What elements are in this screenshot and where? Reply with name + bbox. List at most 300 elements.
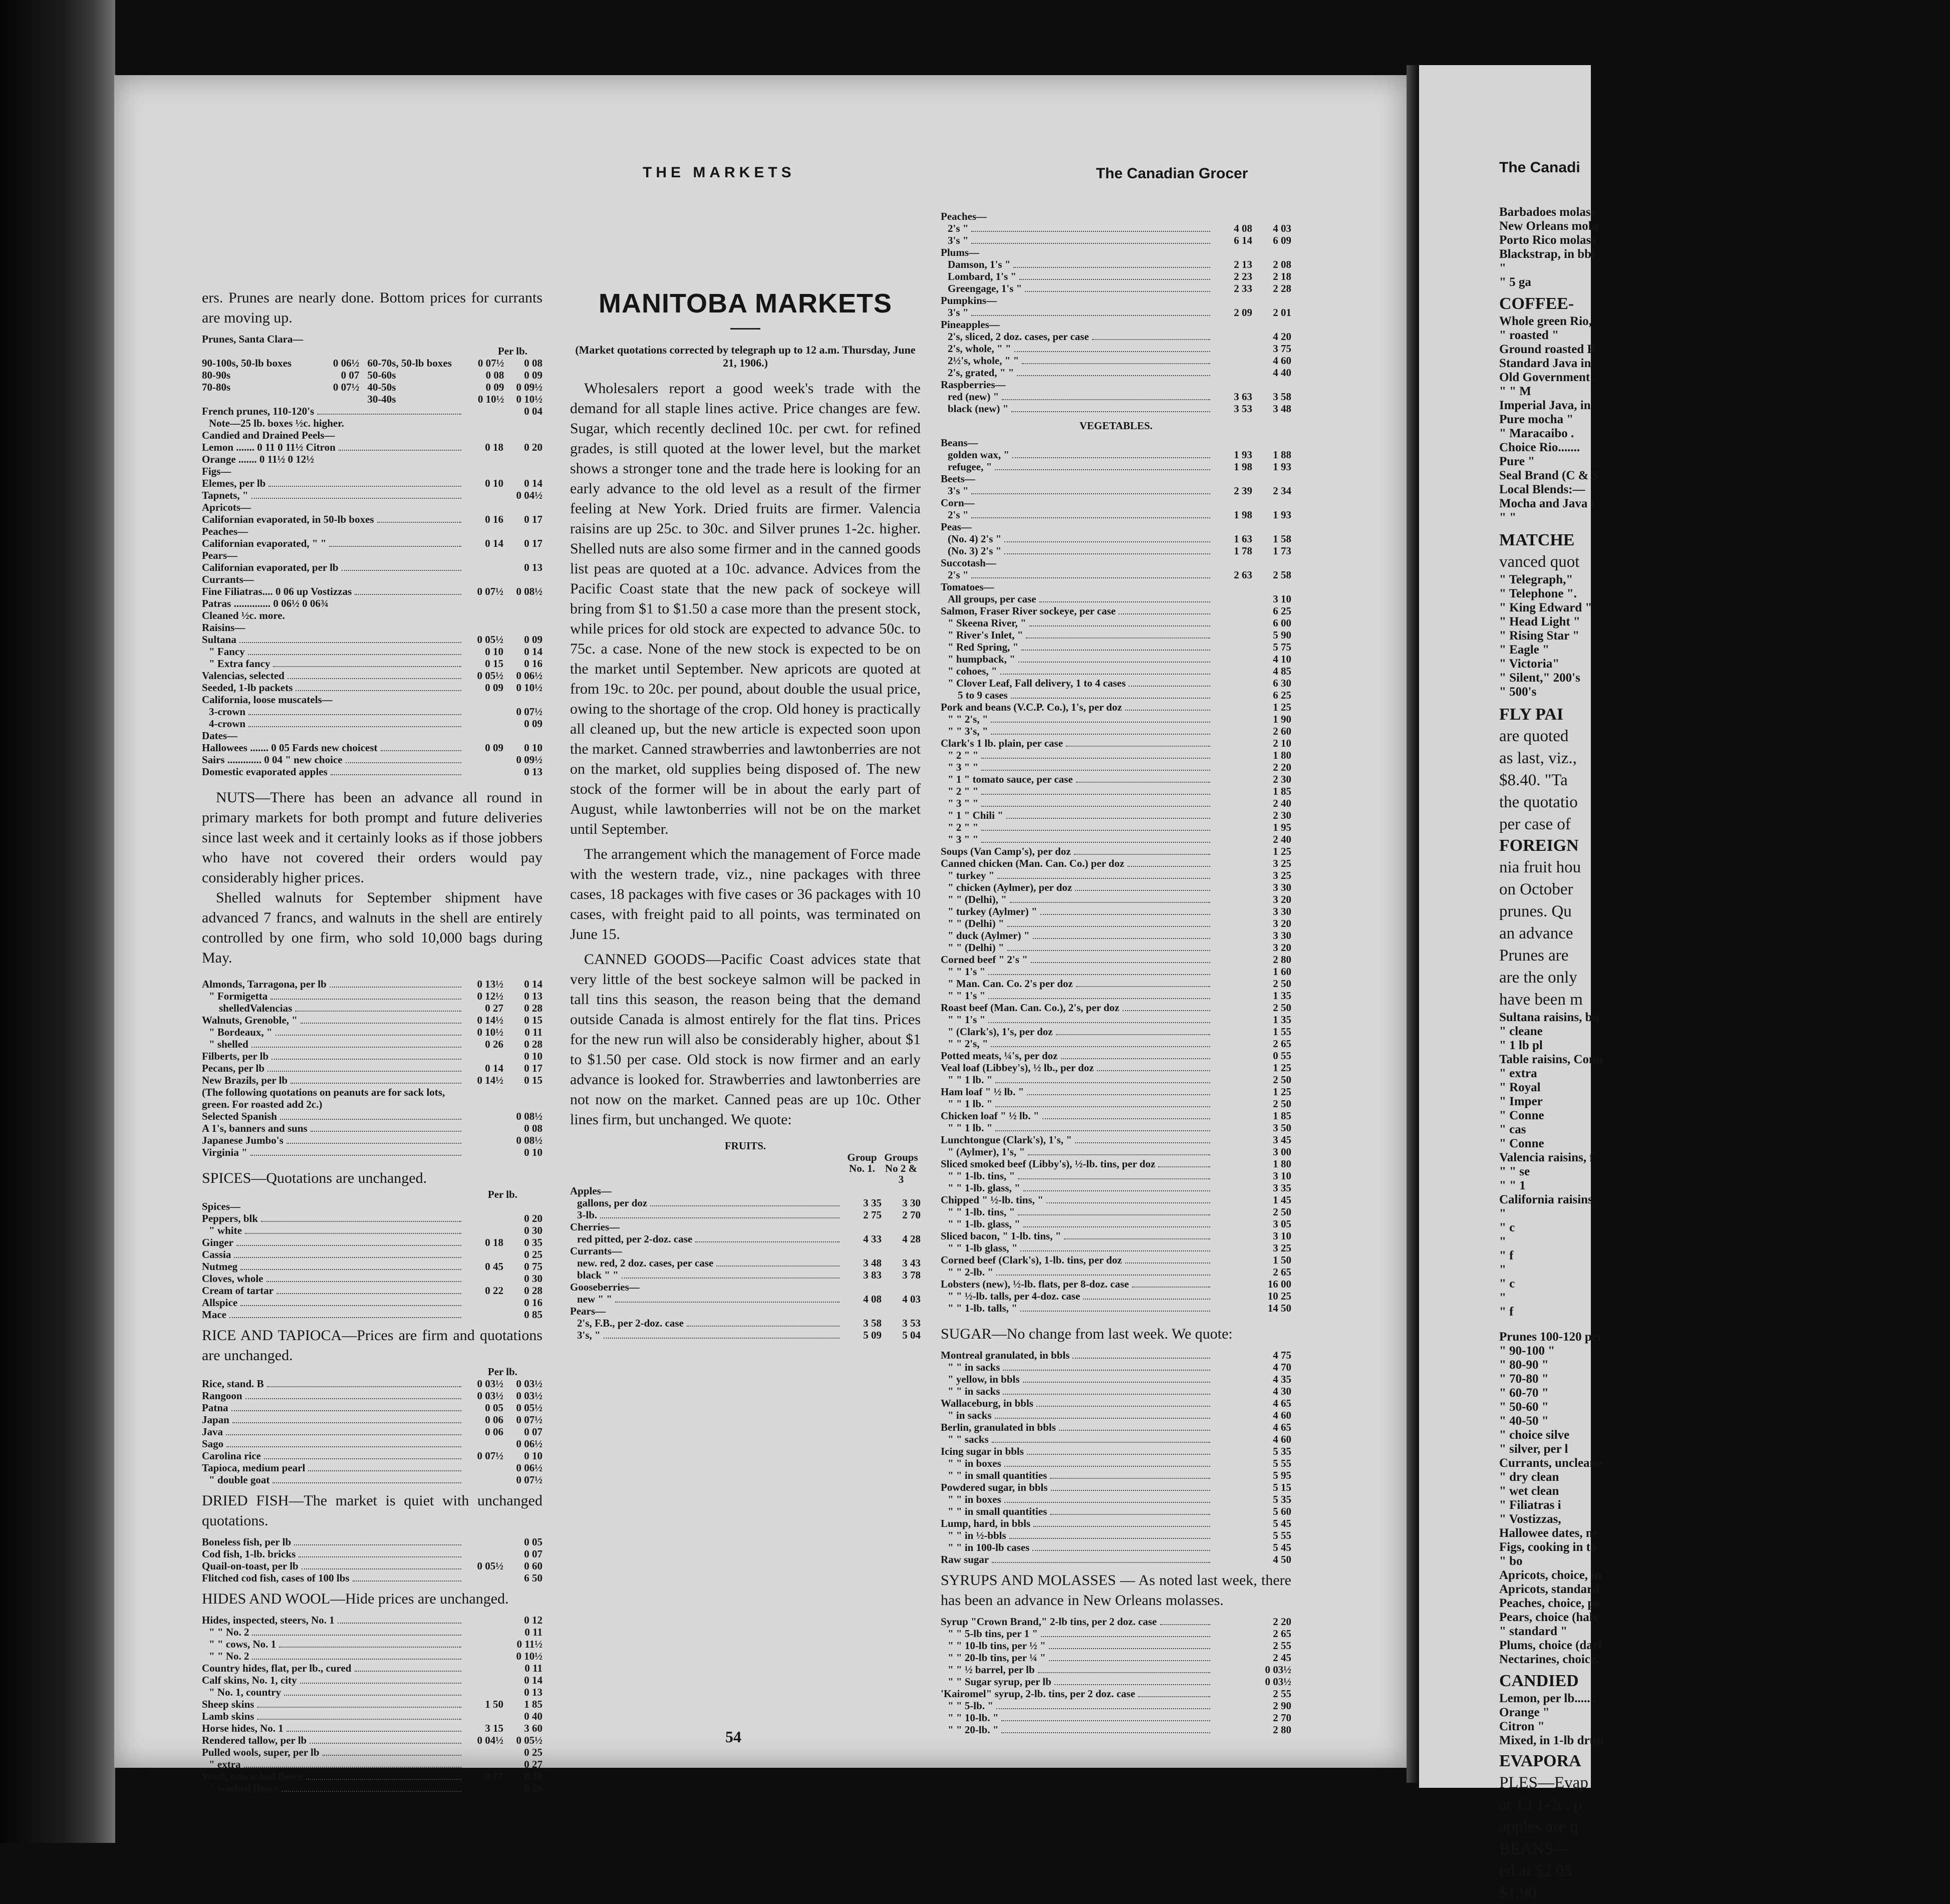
price-row-label: " 3 " ": [948, 761, 979, 773]
price-row-label: (No. 3) 2's ": [948, 545, 1002, 557]
leader-dots: [1039, 601, 1210, 602]
leader-dots: [1046, 1202, 1210, 1203]
facing-line: Peaches, choice, pe: [1499, 1597, 1600, 1610]
price-row: [202, 1086, 542, 1110]
hides-table: [202, 1614, 542, 1794]
price-row-label: " " 20-lb. ": [948, 1724, 999, 1736]
price-row: [202, 1614, 542, 1626]
price-row-label: 3's ": [948, 234, 969, 246]
facing-line: $1.90.: [1499, 1884, 1541, 1902]
prunes-cell: 0 07½: [477, 357, 504, 369]
price-row-label: " " in boxes: [948, 1457, 1001, 1469]
price-high: 2 60: [1273, 725, 1291, 737]
price-row-label: Sairs ............. 0 04 " new choice: [202, 754, 343, 766]
leader-dots: [995, 1106, 1210, 1107]
price-low: 2 23: [1234, 270, 1252, 282]
fly-pads-heading: FLY PAI: [1499, 705, 1564, 724]
price-high: 5 45: [1273, 1517, 1291, 1529]
price-row: [941, 1505, 1291, 1517]
facing-line: Pure mocha ": [1499, 413, 1574, 426]
matches-list: [1499, 573, 1950, 699]
price-row-label: golden wax, ": [948, 449, 1010, 461]
candied-list: [1499, 1692, 1950, 1748]
leader-dots: [981, 842, 1210, 843]
price-row: [941, 978, 1291, 990]
leader-dots: [971, 517, 1210, 518]
price-row: [941, 641, 1291, 653]
price-row-label: " Bordeaux, ": [209, 1026, 272, 1038]
price-row: [941, 1038, 1291, 1050]
price-row-label: Tomatoes—: [941, 581, 994, 593]
leader-dots: [1076, 782, 1210, 783]
price-row-label: Sago: [202, 1438, 224, 1450]
leader-dots: [1012, 457, 1210, 458]
price-row: [941, 1218, 1291, 1230]
manitoba-para-2: The arrangement which the management of Force made with the western trade, viz., nine packages with three cases, 18 packages with five cases or 36 packages with 10 cases, with freight paid to all points, was terminated on June 15.: [570, 846, 921, 942]
leader-dots: [1009, 1538, 1210, 1539]
price-row-label: Clark's 1 lb. plain, per case: [941, 737, 1063, 749]
price-row: [941, 869, 1291, 881]
price-low: 3 48: [863, 1257, 882, 1269]
price-row: [941, 1457, 1291, 1469]
facing-line: Table raisins, Conn: [1499, 1053, 1603, 1066]
leader-dots: [1006, 818, 1210, 819]
price-row: [202, 585, 542, 597]
price-high: 2 30: [1273, 809, 1291, 821]
leader-dots: [234, 1257, 461, 1258]
price-row: [202, 1248, 542, 1260]
price-high: 0 35: [524, 1236, 542, 1248]
price-row: [202, 1200, 542, 1212]
price-high: 1 25: [1273, 1086, 1291, 1098]
price-row: [202, 1402, 542, 1414]
price-high: 1 60: [1273, 966, 1291, 978]
facing-line: " c: [1499, 1277, 1515, 1291]
price-row: [941, 689, 1291, 701]
price-row-label: " " 1 lb. ": [948, 1098, 993, 1110]
facing-line: Lemon, per lb.......: [1499, 1692, 1596, 1705]
price-high: 2 50: [1273, 1002, 1291, 1014]
price-high: 4 50: [1273, 1553, 1291, 1565]
facing-line: " Victoria": [1499, 657, 1560, 671]
title-rule: [730, 328, 760, 330]
facing-line: " 500's: [1499, 685, 1537, 699]
price-row-label: red (new) ": [948, 391, 999, 403]
price-row-label: gallons, per doz: [577, 1197, 648, 1209]
price-high: 2 34: [1273, 485, 1291, 497]
price-row-label: " " in small quantities: [948, 1505, 1047, 1517]
price-high: 3 53: [902, 1317, 921, 1329]
leader-dots: [1020, 1250, 1210, 1251]
price-row: [941, 1098, 1291, 1110]
price-row-label: All groups, per case: [948, 593, 1036, 605]
price-row: [941, 1553, 1291, 1565]
facing-line: nia fruit hou: [1499, 858, 1581, 876]
price-row-label: " (Aylmer), 1's, ": [948, 1146, 1025, 1158]
price-row: [941, 701, 1291, 713]
rice-table: [202, 1378, 542, 1486]
prunes-cell: 40-50s: [367, 381, 396, 393]
leader-dots: [339, 450, 461, 451]
price-row-label: California, loose muscatels—: [202, 694, 333, 706]
price-row-label: Damson, 1's ": [948, 258, 1011, 270]
leader-dots: [284, 1695, 461, 1696]
price-high: 4 70: [1273, 1361, 1291, 1373]
price-row-label: 2's, whole, " ": [948, 343, 1011, 355]
group-2-header: Groups No 2 & 3: [884, 1151, 918, 1185]
price-low: 0 10: [485, 646, 503, 658]
leader-dots: [995, 1130, 1210, 1131]
price-high: 0 03½: [516, 1378, 542, 1390]
price-row-label: Domestic evaporated apples: [202, 766, 328, 778]
price-high: 0 28: [524, 1285, 542, 1297]
price-row-label: 2's, F.B., per 2-doz. case: [577, 1317, 684, 1329]
price-high: 3 50: [1273, 1122, 1291, 1134]
price-row: [202, 1638, 542, 1650]
price-low: 3 83: [863, 1269, 882, 1281]
prunes-cell: 50-60s: [367, 369, 396, 381]
vegetables-table: [941, 437, 1291, 1314]
hides-heading: HIDES AND WOOL—Hide prices are unchanged.: [202, 1591, 509, 1607]
price-row-label: " " (Delhi), ": [948, 893, 1007, 905]
price-row: [941, 1002, 1291, 1014]
price-row-label: Canned chicken (Man. Can. Co.) per doz: [941, 857, 1125, 869]
price-high: 14 50: [1267, 1302, 1291, 1314]
price-row-label: Apricots—: [202, 501, 251, 513]
price-row: [941, 761, 1291, 773]
column-3: [941, 210, 1291, 1736]
leader-dots: [1038, 1672, 1210, 1673]
price-row-label: Salmon, Fraser River sockeye, per case: [941, 605, 1116, 617]
price-row-label: Pineapples—: [941, 319, 1000, 331]
price-low: 2 63: [1234, 569, 1252, 581]
leader-dots: [267, 1386, 461, 1387]
price-row: [941, 665, 1291, 677]
facing-line: ": [1499, 1291, 1506, 1305]
leader-dots: [988, 998, 1210, 999]
price-row: [202, 766, 542, 778]
price-row: [570, 1233, 921, 1245]
price-low: 0 16: [485, 513, 503, 525]
price-row: [202, 477, 542, 489]
price-low: 2 39: [1234, 485, 1252, 497]
leader-dots: [1033, 938, 1211, 939]
price-row: [941, 234, 1291, 246]
rice-per-lb: Per lb.: [487, 1366, 517, 1378]
prunes-list: [1499, 1330, 1950, 1667]
price-high: 0 05: [524, 1536, 542, 1548]
leader-dots: [245, 1398, 461, 1399]
price-high: 2 08: [1273, 258, 1291, 270]
price-row-label: " humpback, ": [948, 653, 1015, 665]
price-row-label: Filberts, per lb: [202, 1050, 269, 1062]
leader-dots: [291, 1083, 461, 1084]
price-low: 0 05½: [477, 670, 503, 682]
facing-line: " dry clean: [1499, 1470, 1559, 1484]
price-high: 3 78: [902, 1269, 921, 1281]
nuts-paragraph: NUTS—There has been an advance all round in primary markets for both prompt and future deliveries since last week and it certainly looks as if those jobbers who have not covered their orders would pay considerably higher prices.: [202, 789, 542, 886]
leader-dots: [1002, 399, 1210, 400]
facing-line: " cleane: [1499, 1025, 1543, 1038]
price-high: 0 25: [524, 1248, 542, 1260]
price-row: [941, 557, 1291, 569]
leader-dots: [1138, 1696, 1210, 1697]
price-row-label: Powdered sugar, in bbls: [941, 1481, 1048, 1493]
price-row: [202, 1074, 542, 1086]
leader-dots: [1050, 1478, 1210, 1479]
price-high: 0 08½: [516, 1134, 542, 1146]
price-high: 0 09: [524, 718, 542, 730]
sugar-table: [941, 1349, 1291, 1565]
price-row-label: shelledValencias: [219, 1002, 293, 1014]
price-row: [941, 461, 1291, 473]
prunes-cell: 80-90s: [202, 369, 231, 381]
price-row: [941, 391, 1291, 403]
price-high: 1 25: [1273, 845, 1291, 857]
leader-dots: [300, 1683, 461, 1684]
price-row-label: " turkey ": [948, 869, 995, 881]
leader-dots: [981, 794, 1210, 795]
leader-dots: [251, 498, 461, 499]
prunes-row: [202, 381, 542, 393]
price-row-label: Wallaceburg, in bbls: [941, 1397, 1033, 1409]
price-low: 1 78: [1234, 545, 1252, 557]
price-high: 1 85: [1273, 785, 1291, 797]
price-row-label: Allspice: [202, 1297, 238, 1309]
price-row-label: Hallowees ....... 0 05 Fards new choicest: [202, 742, 378, 754]
price-row-label: Soups (Van Camp's), per doz: [941, 845, 1071, 857]
price-row-label: Quail-on-toast, per lb: [202, 1560, 299, 1572]
coffee-list: [1499, 314, 1950, 525]
price-row: [202, 1038, 542, 1050]
manitoba-markets-title: MANITOBA MARKETS: [599, 288, 892, 319]
leader-dots: [310, 1743, 461, 1744]
leader-dots: [1013, 267, 1210, 268]
price-row: [570, 1197, 921, 1209]
price-high: 3 25: [1273, 1242, 1291, 1254]
facing-line: Barbadoes molass: [1499, 205, 1596, 219]
price-row-label: " chicken (Aylmer), per doz: [948, 881, 1072, 893]
price-row: [202, 1134, 542, 1146]
price-row-label: " " 1-lb glass, ": [948, 1242, 1018, 1254]
price-row-label: " in sacks: [948, 1409, 992, 1421]
leader-dots: [317, 414, 461, 415]
price-row-label: Potted meats, ¼'s, per doz: [941, 1050, 1058, 1062]
price-row: [941, 1421, 1291, 1433]
leader-dots: [1028, 1154, 1210, 1155]
price-low: 1 93: [1234, 449, 1252, 461]
price-row: [570, 1221, 921, 1233]
price-row: [941, 294, 1291, 306]
price-high: 2 65: [1273, 1038, 1291, 1050]
price-row: [570, 1293, 921, 1305]
price-high: 0 16: [524, 658, 542, 670]
price-row: [202, 694, 542, 706]
facing-line: " 1 lb pl: [1499, 1039, 1543, 1052]
leader-dots: [266, 1281, 462, 1282]
price-row-label: Virginia ": [202, 1146, 247, 1158]
price-row: [941, 1266, 1291, 1278]
leader-dots: [991, 734, 1210, 735]
leader-dots: [294, 1544, 461, 1545]
price-row-label: Spices—: [202, 1200, 241, 1212]
price-high: 0 13: [524, 1686, 542, 1698]
price-row-label: " Fancy: [209, 646, 245, 658]
price-high: 0 10: [524, 1450, 542, 1462]
leader-dots: [1041, 1636, 1210, 1637]
price-row: [941, 881, 1291, 893]
price-row: [941, 222, 1291, 234]
price-low: 0 18: [485, 441, 503, 453]
leader-dots: [331, 774, 461, 775]
price-row-label: " " ½ barrel, per lb: [948, 1664, 1035, 1676]
price-row: [941, 449, 1291, 461]
price-row: [941, 437, 1291, 449]
fly-pads-text: [1499, 725, 1950, 835]
price-row-label: " " 1's ": [948, 966, 986, 978]
price-high: 0 06½: [516, 1462, 542, 1474]
price-row: [202, 670, 542, 682]
price-high: 1 58: [1273, 533, 1291, 545]
price-row-label: " " cows, No. 1: [209, 1638, 276, 1650]
leader-dots: [1158, 1166, 1210, 1167]
price-row-label: Peaches—: [941, 210, 987, 222]
price-high: 1 25: [1273, 701, 1291, 713]
price-row-label: Wool, unwashed fleece: [202, 1770, 304, 1782]
leader-dots: [600, 1217, 840, 1218]
price-high: 0 08: [524, 1122, 542, 1134]
price-row-label: " " 1's ": [948, 990, 986, 1002]
price-high: 0 08½: [516, 585, 542, 597]
price-row-label: Californian evaporated, per lb: [202, 561, 339, 573]
leader-dots: [1010, 902, 1210, 903]
price-row: [941, 355, 1291, 367]
syrups-heading: SYRUPS AND MOLASSES — As noted last week, there has been an advance in New Orleans molasses.: [941, 1572, 1291, 1609]
price-low: 3 35: [863, 1197, 882, 1209]
price-row-label: 2's ": [948, 569, 969, 581]
price-high: 0 07: [524, 1548, 542, 1560]
price-row-label: Montreal granulated, in bbls: [941, 1349, 1070, 1361]
price-row: [202, 718, 542, 730]
price-low: 0 09: [485, 742, 503, 754]
price-high: 5 04: [902, 1329, 921, 1341]
facing-line: Sultana raisins, bu: [1499, 1011, 1599, 1024]
leader-dots: [716, 1265, 840, 1266]
price-row-label: Dates—: [202, 730, 238, 742]
price-high: 0 85: [524, 1309, 542, 1321]
price-high: 4 65: [1273, 1397, 1291, 1409]
facing-line: as last, viz.,: [1499, 749, 1577, 767]
price-row: [941, 545, 1291, 557]
price-row-label: Gooseberries—: [570, 1281, 640, 1293]
price-row: [202, 1662, 542, 1674]
price-row-label: " " 5-lb tins, per 1 ": [948, 1628, 1038, 1640]
price-high: 2 01: [1273, 306, 1291, 319]
price-row: [941, 485, 1291, 497]
leader-dots: [248, 654, 461, 655]
leader-dots: [267, 1071, 461, 1072]
facing-line: Imperial Java, in: [1499, 399, 1591, 412]
leader-dots: [231, 1410, 462, 1411]
price-high: 0 11½: [516, 1638, 542, 1650]
facing-line: " " M: [1499, 385, 1531, 398]
price-row: [202, 633, 542, 646]
price-row: [570, 1329, 921, 1341]
facing-line: " 80-90 ": [1499, 1358, 1549, 1372]
leader-dots: [1032, 1550, 1210, 1551]
prunes-cell: 60-70s, 50-lb boxes: [367, 357, 452, 369]
prunes-cell: 0 06½: [333, 357, 360, 369]
leader-dots: [1049, 1648, 1210, 1649]
price-row: [941, 1349, 1291, 1361]
price-row: [202, 1026, 542, 1038]
price-row: [202, 1426, 542, 1438]
price-row: [202, 1572, 542, 1584]
leader-dots: [239, 642, 461, 643]
price-row: [941, 713, 1291, 725]
leader-dots: [1064, 1238, 1210, 1239]
price-row: [941, 1541, 1291, 1553]
sugar-heading: SUGAR—No change from last week. We quote:: [941, 1326, 1233, 1342]
price-row: [202, 1050, 542, 1062]
price-high: 0 09: [524, 633, 542, 646]
price-row: [570, 1269, 921, 1281]
price-high: 0 12: [524, 1614, 542, 1626]
facing-line: Ground roasted R: [1499, 343, 1596, 356]
leader-dots: [687, 1326, 840, 1327]
leader-dots: [240, 1269, 461, 1270]
facing-line: " Telegraph,": [1499, 573, 1573, 586]
price-row-label: " 2 " ": [948, 785, 979, 797]
price-row-label: Pumpkins—: [941, 294, 997, 306]
price-high: 1 73: [1273, 545, 1291, 557]
price-high: 0 75: [524, 1260, 542, 1273]
price-high: 5 55: [1273, 1529, 1291, 1541]
price-high: 3 10: [1273, 1170, 1291, 1182]
prunes-cell: 90-100s, 50-lb boxes: [202, 357, 292, 369]
facing-line: " ": [1499, 511, 1517, 524]
leader-dots: [275, 1035, 461, 1036]
price-row-label: " (Clark's), 1's, per doz: [948, 1026, 1053, 1038]
leader-dots: [1025, 291, 1210, 292]
leader-dots: [257, 1707, 461, 1708]
price-row-label: Pulled wools, super, per lb: [202, 1746, 320, 1758]
price-row: [202, 1273, 542, 1285]
facing-line: " Royal: [1499, 1081, 1541, 1094]
price-row: [202, 465, 542, 477]
price-row-label: Chicken loaf " ½ lb. ": [941, 1110, 1039, 1122]
price-high: 0 27: [524, 1758, 542, 1770]
leader-dots: [1074, 854, 1210, 855]
facing-line: ": [1499, 261, 1506, 275]
leader-dots: [1061, 1058, 1211, 1059]
price-high: 4 03: [902, 1293, 921, 1305]
price-row: [202, 429, 542, 441]
price-row: [941, 677, 1291, 689]
price-high: 0 17: [524, 537, 542, 549]
price-high: 4 28: [902, 1233, 921, 1245]
price-row: [941, 917, 1291, 929]
facing-line: " Eagle ": [1499, 643, 1549, 657]
price-row: [941, 725, 1291, 737]
price-row: [941, 1254, 1291, 1266]
price-row: [202, 1122, 542, 1134]
leader-dots: [1083, 1299, 1210, 1300]
price-high: 0 40: [524, 1710, 542, 1722]
leader-dots: [1011, 411, 1210, 412]
facing-line: " Vostizzas,: [1499, 1512, 1561, 1526]
price-row: [202, 537, 542, 549]
